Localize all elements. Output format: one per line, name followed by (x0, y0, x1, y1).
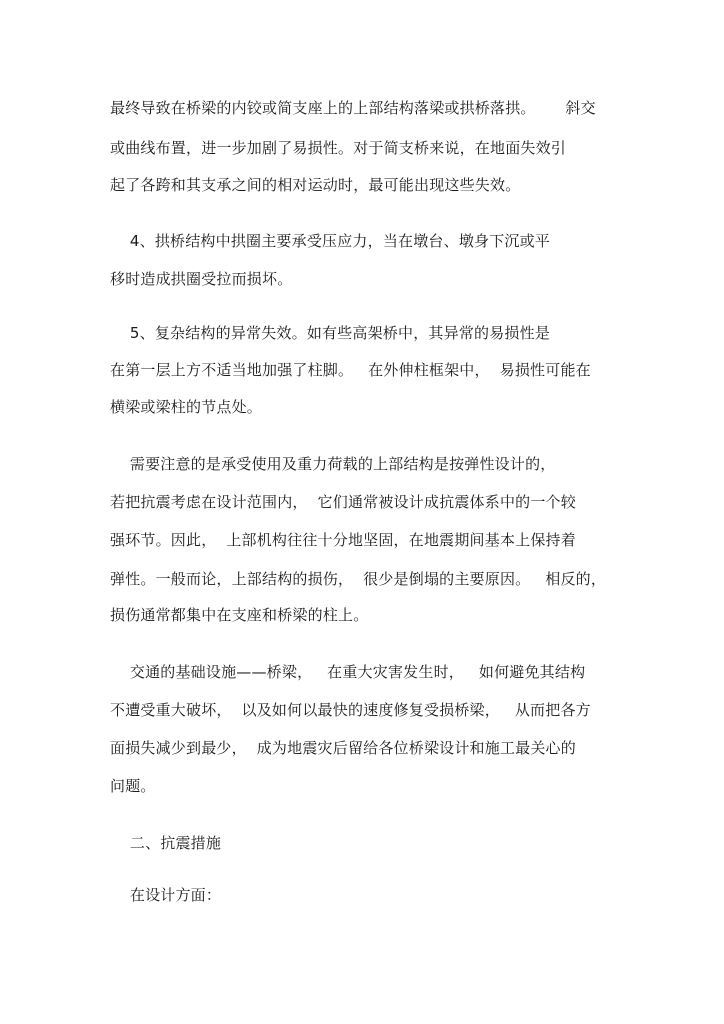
paragraph-line: 需要注意的是承受使用及重力荷载的上部结构是按弹性设计的， (110, 455, 556, 473)
paragraph-line: 移时造成拱圈受拉而损坏。 (110, 270, 293, 288)
paragraph-line: 问题。 (110, 777, 156, 795)
paragraph-line: 横梁或梁柱的节点处。 (110, 398, 263, 416)
paragraph-line: 若把抗震考虑在设计范围内， 它们通常被设计成抗震体系中的一个较 (110, 493, 576, 511)
paragraph-line: 5、复杂结构的异常失效。如有些高架桥中，其异常的易损性是 (110, 324, 551, 342)
paragraph-line: 4、拱桥结构中拱圈主要承受压应力，当在墩台、墩身下沉或平 (110, 232, 551, 250)
subheading: 在设计方面： (110, 886, 222, 904)
paragraph-line: 损伤通常都集中在支座和桥梁的柱上。 (110, 606, 369, 624)
paragraph-line: 在第一层上方不适当地加强了柱脚。 在外伸柱框架中， 易损性可能在 (110, 361, 591, 379)
paragraph-line: 最终导致在桥梁的内铰或简支座上的上部结构落梁或拱桥落拱。 斜交 (110, 99, 596, 117)
paragraph-line: 面损失减少到最少， 成为地震灾后留给各位桥梁设计和施工最关心的 (110, 739, 576, 757)
paragraph-line: 或曲线布置，进一步加剧了易损性。对于简支桥来说，在地面失效引 (110, 139, 567, 157)
paragraph-line: 不遭受重大破坏， 以及如何以最快的速度修复受损桥梁， 从而把各方 (110, 701, 591, 719)
section-heading: 二、抗震措施 (110, 834, 222, 852)
paragraph-line: 起了各跨和其支承之间的相对运动时，最可能出现这些失效。 (110, 176, 521, 194)
paragraph-line: 强环节。因此， 上部机构往往十分地坚固，在地震期间基本上保持着 (110, 531, 576, 549)
paragraph-line: 弹性。一般而论，上部结构的损伤， 很少是倒塌的主要原因。 相反的， (110, 570, 607, 588)
paragraph-line: 交通的基础设施——桥梁， 在重大灾害发生时， 如何避免其结构 (110, 663, 586, 681)
